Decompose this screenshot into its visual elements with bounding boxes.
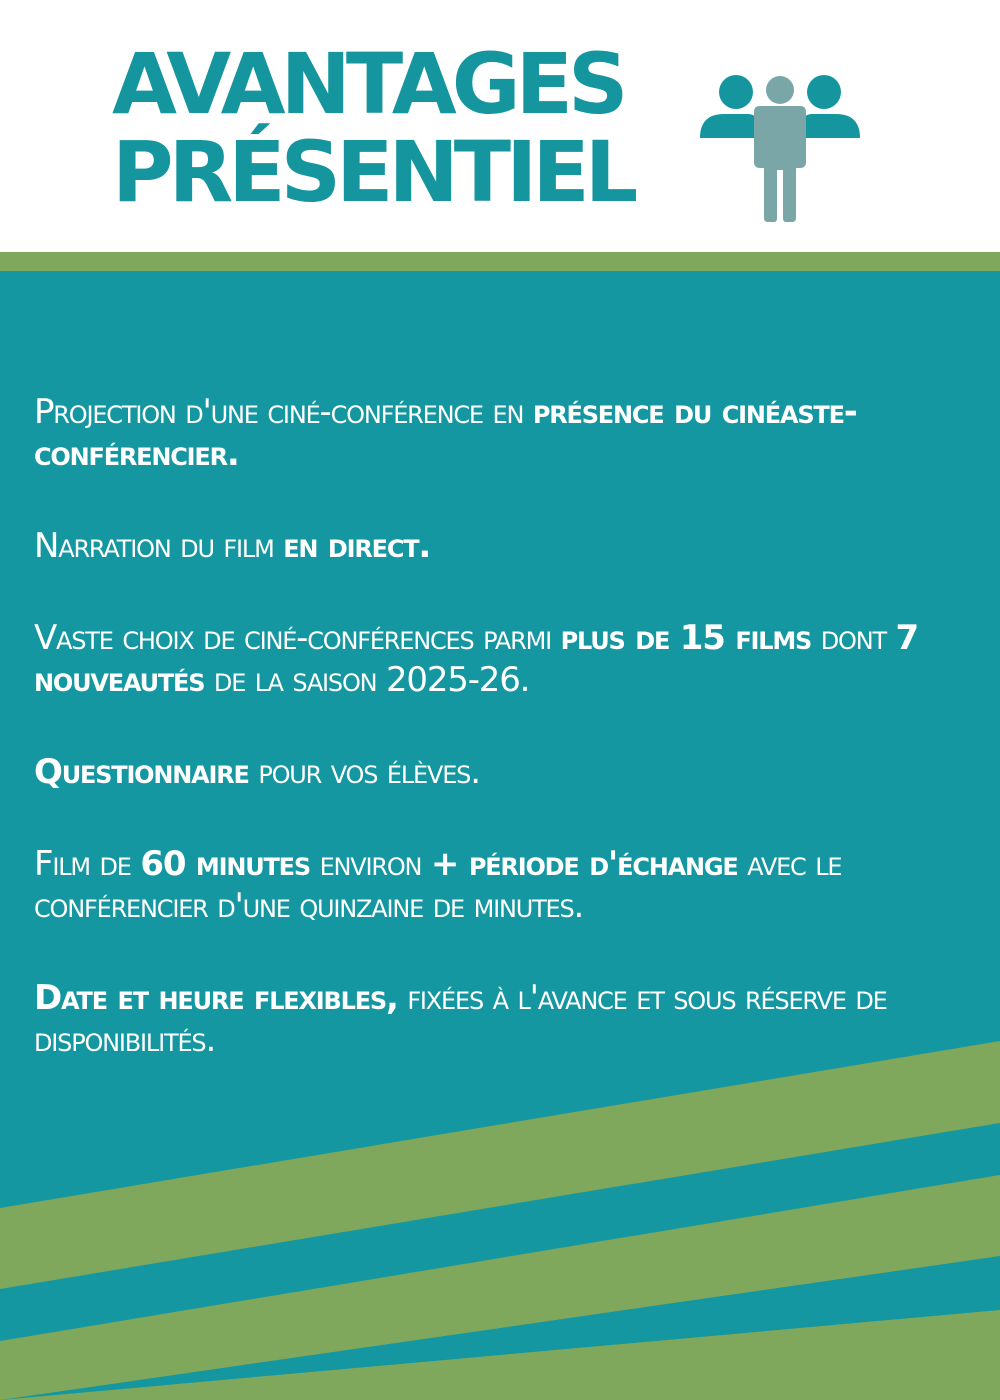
people-group-icon xyxy=(696,70,864,226)
benefit-text: dont xyxy=(811,618,896,658)
benefits-list xyxy=(34,391,974,1111)
benefit-text: pour vos élèves. xyxy=(248,752,480,792)
benefit-highlight: présence du cinéaste-conférencier. xyxy=(34,392,857,474)
benefit-text: Vaste choix de ciné-conférences parmi xyxy=(34,618,561,658)
benefit-text: Projection d'une ciné-conférence en xyxy=(34,392,533,432)
benefit-item xyxy=(34,843,974,927)
benefit-highlight: Date et heure flexibles, xyxy=(34,978,398,1018)
benefit-item xyxy=(34,617,974,701)
benefit-text: Narration du film xyxy=(34,526,284,566)
benefit-text: fixées à l'avance et sous réserve de disponibilités. xyxy=(34,978,887,1060)
benefit-highlight: en direct. xyxy=(283,526,431,566)
benefit-item xyxy=(34,391,974,475)
content-panel xyxy=(0,271,1000,1400)
benefit-item xyxy=(34,977,974,1061)
title-line-2: PRÉSENTIEL xyxy=(112,123,634,221)
header xyxy=(0,0,1000,252)
benefit-highlight: plus de 15 films xyxy=(560,618,812,658)
benefit-text: avec le conférencier d'une quinzaine de minutes. xyxy=(34,844,842,926)
benefit-item xyxy=(34,751,974,793)
benefit-item xyxy=(34,525,974,567)
benefit-text: de la saison 2025-26. xyxy=(204,660,530,700)
benefit-highlight: Questionnaire xyxy=(34,752,249,792)
benefit-highlight: 7 nouveautés xyxy=(34,618,918,700)
page-title xyxy=(112,35,634,221)
title-line-1: AVANTAGES xyxy=(112,35,624,133)
benefit-highlight: + période d'échange xyxy=(430,844,738,884)
top-green-stripe xyxy=(0,252,1000,271)
benefit-highlight: 60 minutes xyxy=(140,844,310,884)
benefit-text: Film de xyxy=(34,844,141,884)
benefit-text: environ xyxy=(309,844,431,884)
